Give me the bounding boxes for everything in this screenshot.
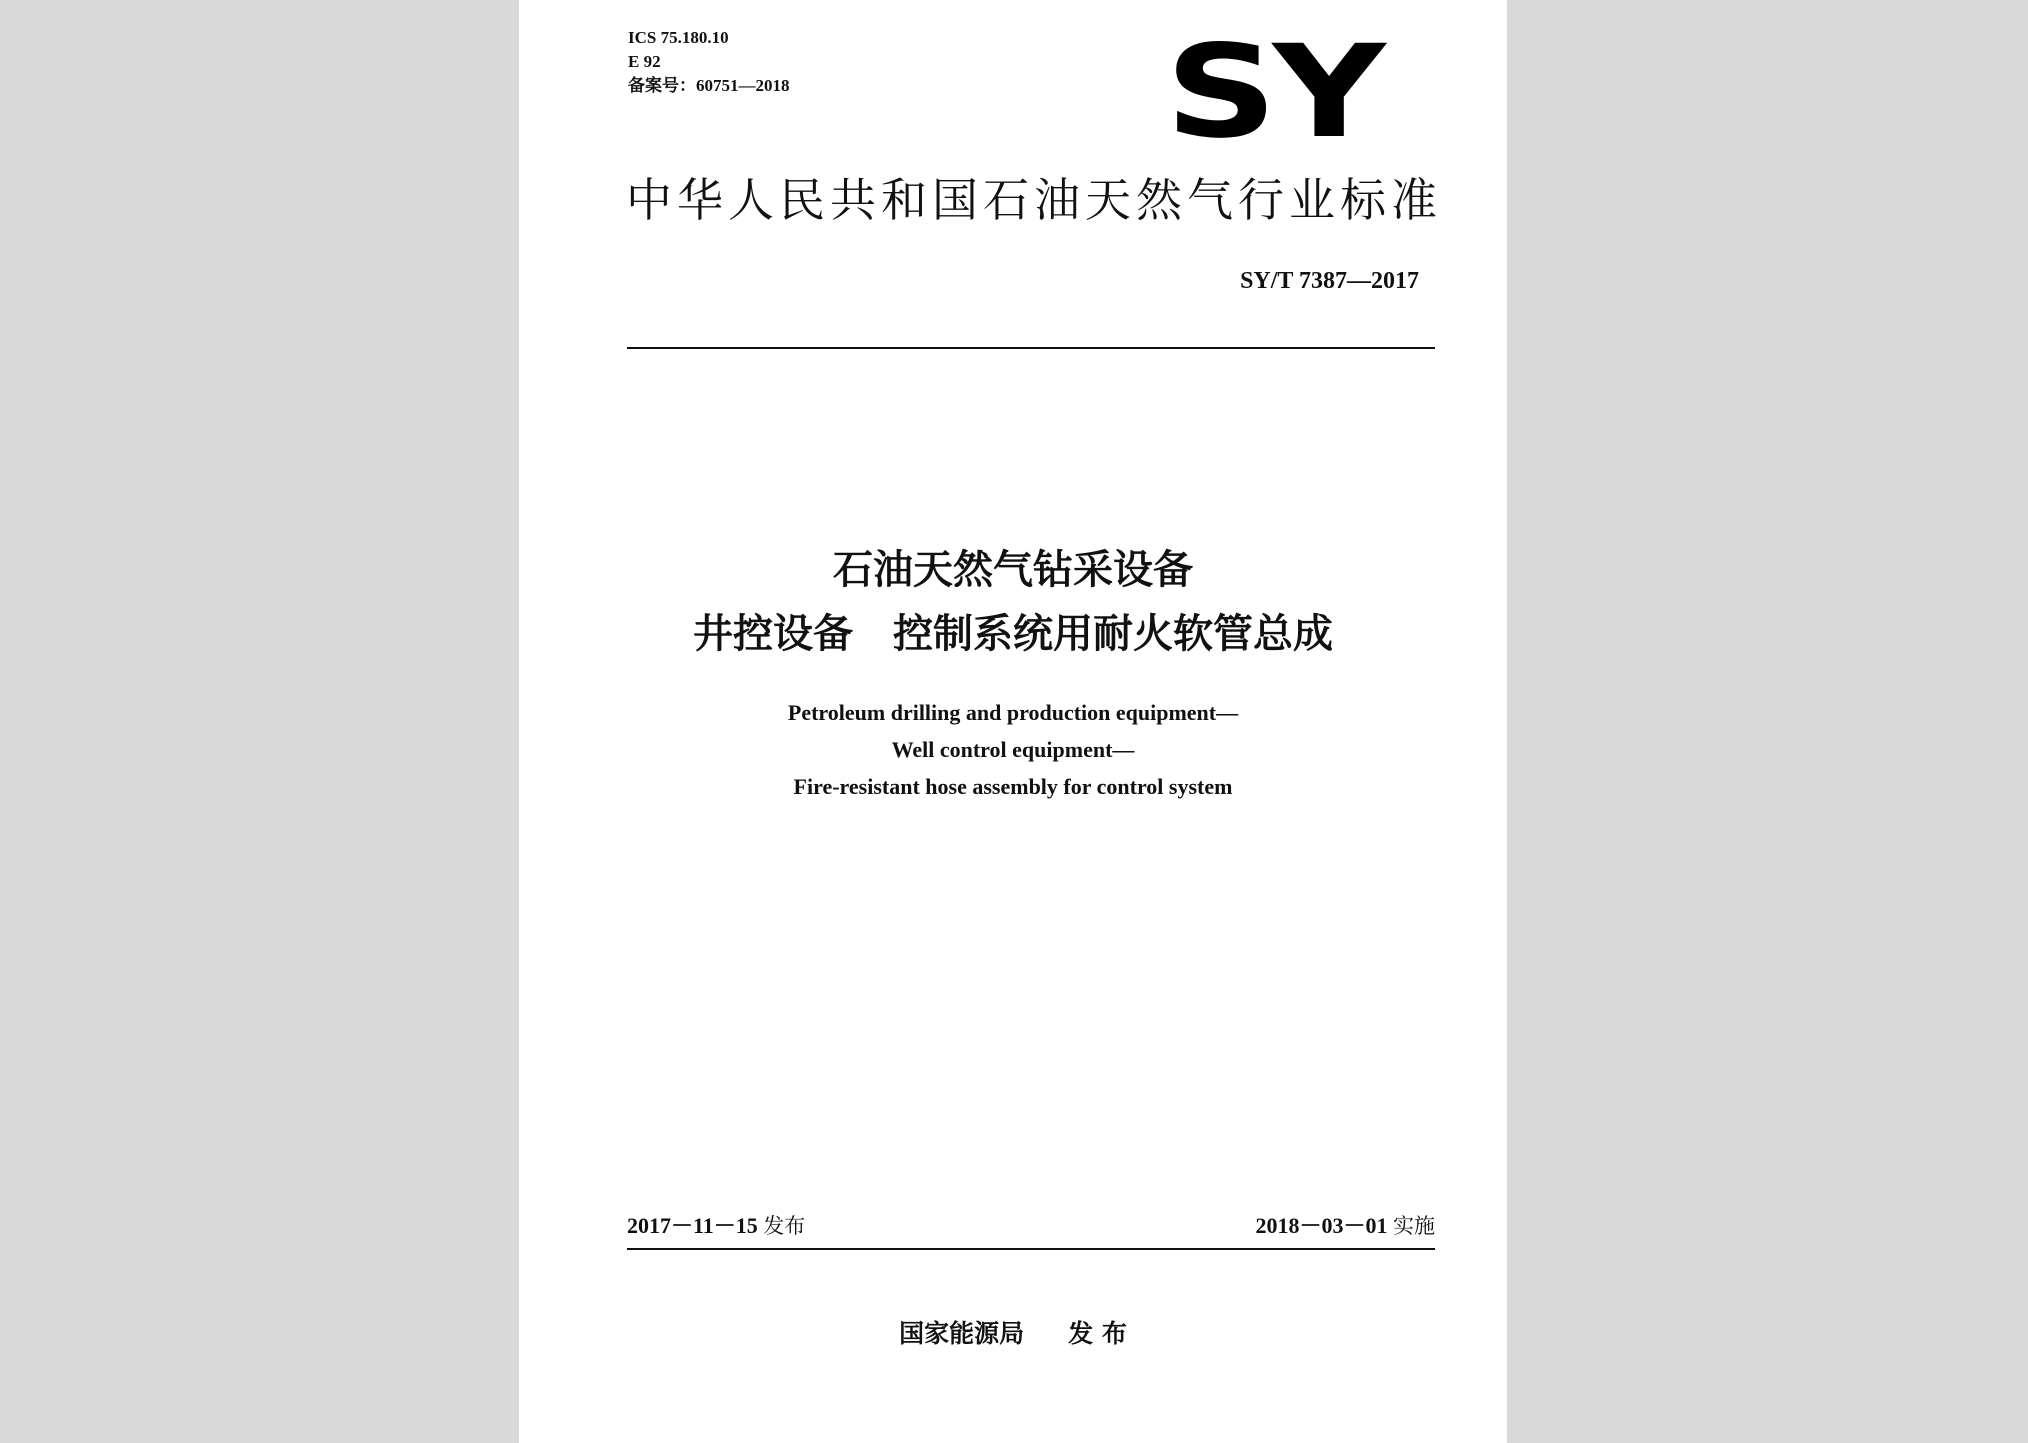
filing-number: 备案号：60751—2018 xyxy=(628,76,790,95)
english-title-line-2: Well control equipment— xyxy=(891,737,1135,762)
implement-date-block xyxy=(1119,1210,1435,1242)
bottom-divider xyxy=(627,1248,1435,1250)
ics-code: ICS 75.180.10 xyxy=(628,28,729,47)
org-title: 中华人民共和国石油天然气行业标准 xyxy=(626,173,1442,227)
issue-date: 2017－11－15 xyxy=(627,1213,758,1238)
category-code: E 92 xyxy=(628,52,661,71)
publisher-action: 发 布 xyxy=(1068,1319,1127,1348)
document-page xyxy=(519,0,1507,1443)
english-title-line-3: Fire-resistant hose assembly for control system xyxy=(793,774,1233,799)
implement-date: 2018－03－01 xyxy=(1255,1213,1388,1238)
top-divider xyxy=(627,347,1435,349)
sy-logo: SY xyxy=(1165,18,1381,167)
issue-label: 发布 xyxy=(763,1214,806,1238)
classification-block xyxy=(628,26,790,98)
issue-date-block xyxy=(627,1210,805,1242)
standard-number: SY/T 7387—2017 xyxy=(1240,268,1419,294)
english-title xyxy=(519,694,1507,805)
publisher-block xyxy=(519,1314,1507,1354)
chinese-title-line-2: 井控设备 控制系统用耐火软管总成 xyxy=(693,611,1333,657)
chinese-title xyxy=(519,538,1507,666)
publisher-name: 国家能源局 xyxy=(899,1319,1025,1348)
english-title-line-1: Petroleum drilling and production equipment— xyxy=(787,700,1239,725)
chinese-title-line-1: 石油天然气钻采设备 xyxy=(833,547,1193,593)
implement-label: 实施 xyxy=(1393,1214,1435,1238)
